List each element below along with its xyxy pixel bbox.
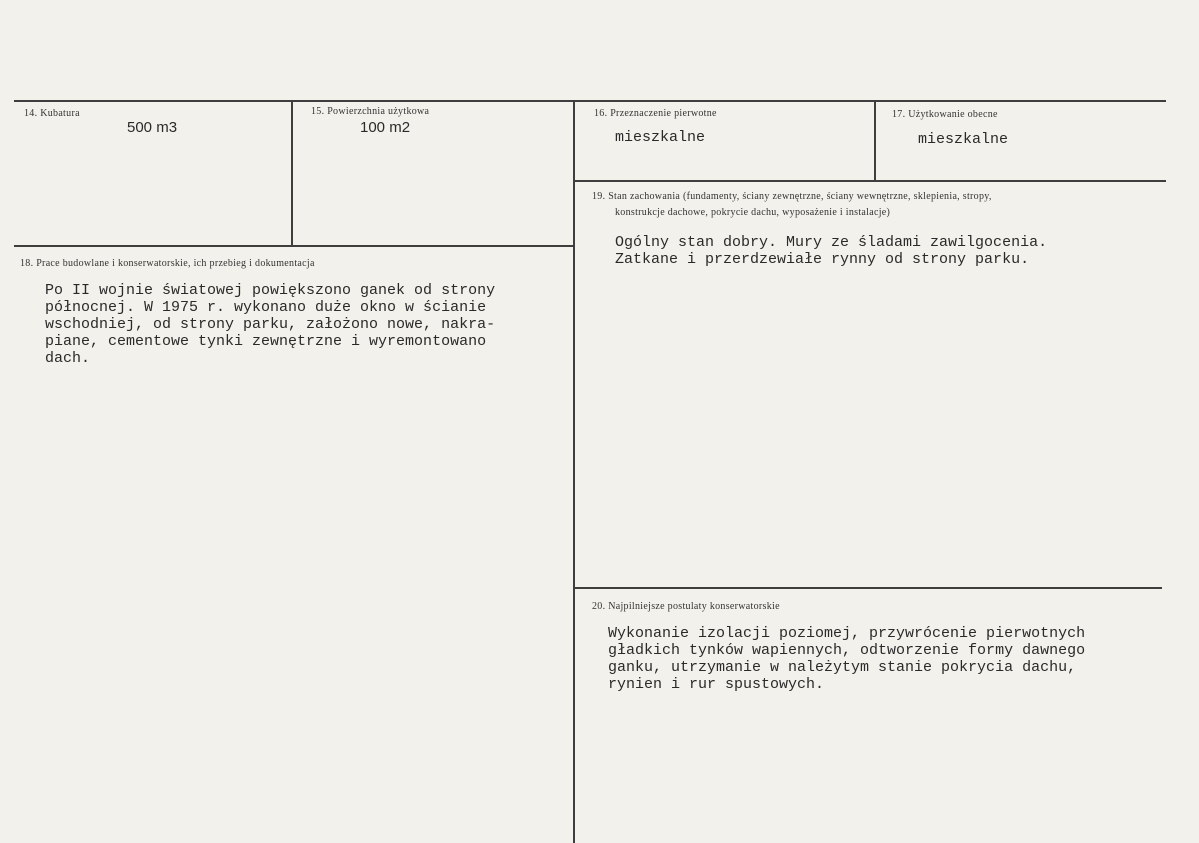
field-19-line: Ogólny stan dobry. Mury ze śladami zawilgocenia.: [615, 234, 1048, 251]
top-rule: [14, 100, 1166, 102]
field-20-line: rynien i rur spustowych.: [608, 676, 825, 693]
field-20-line: Wykonanie izolacji poziomej, przywrócenie pierwotnych: [608, 625, 1086, 642]
field-17-value: mieszkalne: [918, 131, 1009, 148]
rule-under-14-15: [14, 245, 575, 247]
field-18-line: dach.: [45, 350, 91, 367]
field-19-label-line2: konstrukcje dachowe, pokrycie dachu, wyposażenie i instalacje): [615, 207, 891, 218]
divider-16-17: [874, 100, 876, 181]
rule-under-16-17: [573, 180, 1166, 182]
field-19-text: [615, 234, 1047, 268]
field-17-label: 17. Użytkowanie obecne: [892, 109, 998, 120]
rule-above-20: [573, 587, 1162, 589]
field-15-label: 15. Powierzchnia użytkowa: [311, 106, 430, 117]
field-14-label: 14. Kubatura: [24, 108, 80, 119]
divider-14-15: [291, 100, 293, 246]
field-16-value: mieszkalne: [615, 129, 706, 146]
divider-left-right: [573, 100, 575, 843]
field-20-text: [608, 625, 1085, 693]
field-18-line: Po II wojnie światowej powiększono ganek od strony: [45, 282, 496, 299]
field-18-line: piane, cementowe tynki zewnętrzne i wyremontowano: [45, 333, 487, 350]
field-20-line: gładkich tynków wapiennych, odtworzenie formy dawnego: [608, 642, 1086, 659]
field-19-label-line1: 19. Stan zachowania (fundamenty, ściany zewnętrzne, ściany wewnętrzne, sklepienia, stropy,: [592, 191, 992, 202]
field-15-value: 100 m2: [360, 119, 411, 136]
field-18-line: północnej. W 1975 r. wykonano duże okno w ścianie: [45, 299, 487, 316]
field-19-line: Zatkane i przerdzewiałe rynny od strony parku.: [615, 251, 1030, 268]
field-18-label: 18. Prace budowlane i konserwatorskie, ich przebieg i dokumentacja: [20, 258, 315, 269]
field-18-text: [45, 282, 495, 367]
field-20-line: ganku, utrzymanie w należytym stanie pokrycia dachu,: [608, 659, 1077, 676]
field-18-line: wschodniej, od strony parku, założono nowe, nakra-: [45, 316, 496, 333]
field-14-value: 500 m3: [127, 119, 178, 136]
field-16-label: 16. Przeznaczenie pierwotne: [594, 108, 717, 119]
field-20-label: 20. Najpilniejsze postulaty konserwatorskie: [592, 601, 780, 612]
